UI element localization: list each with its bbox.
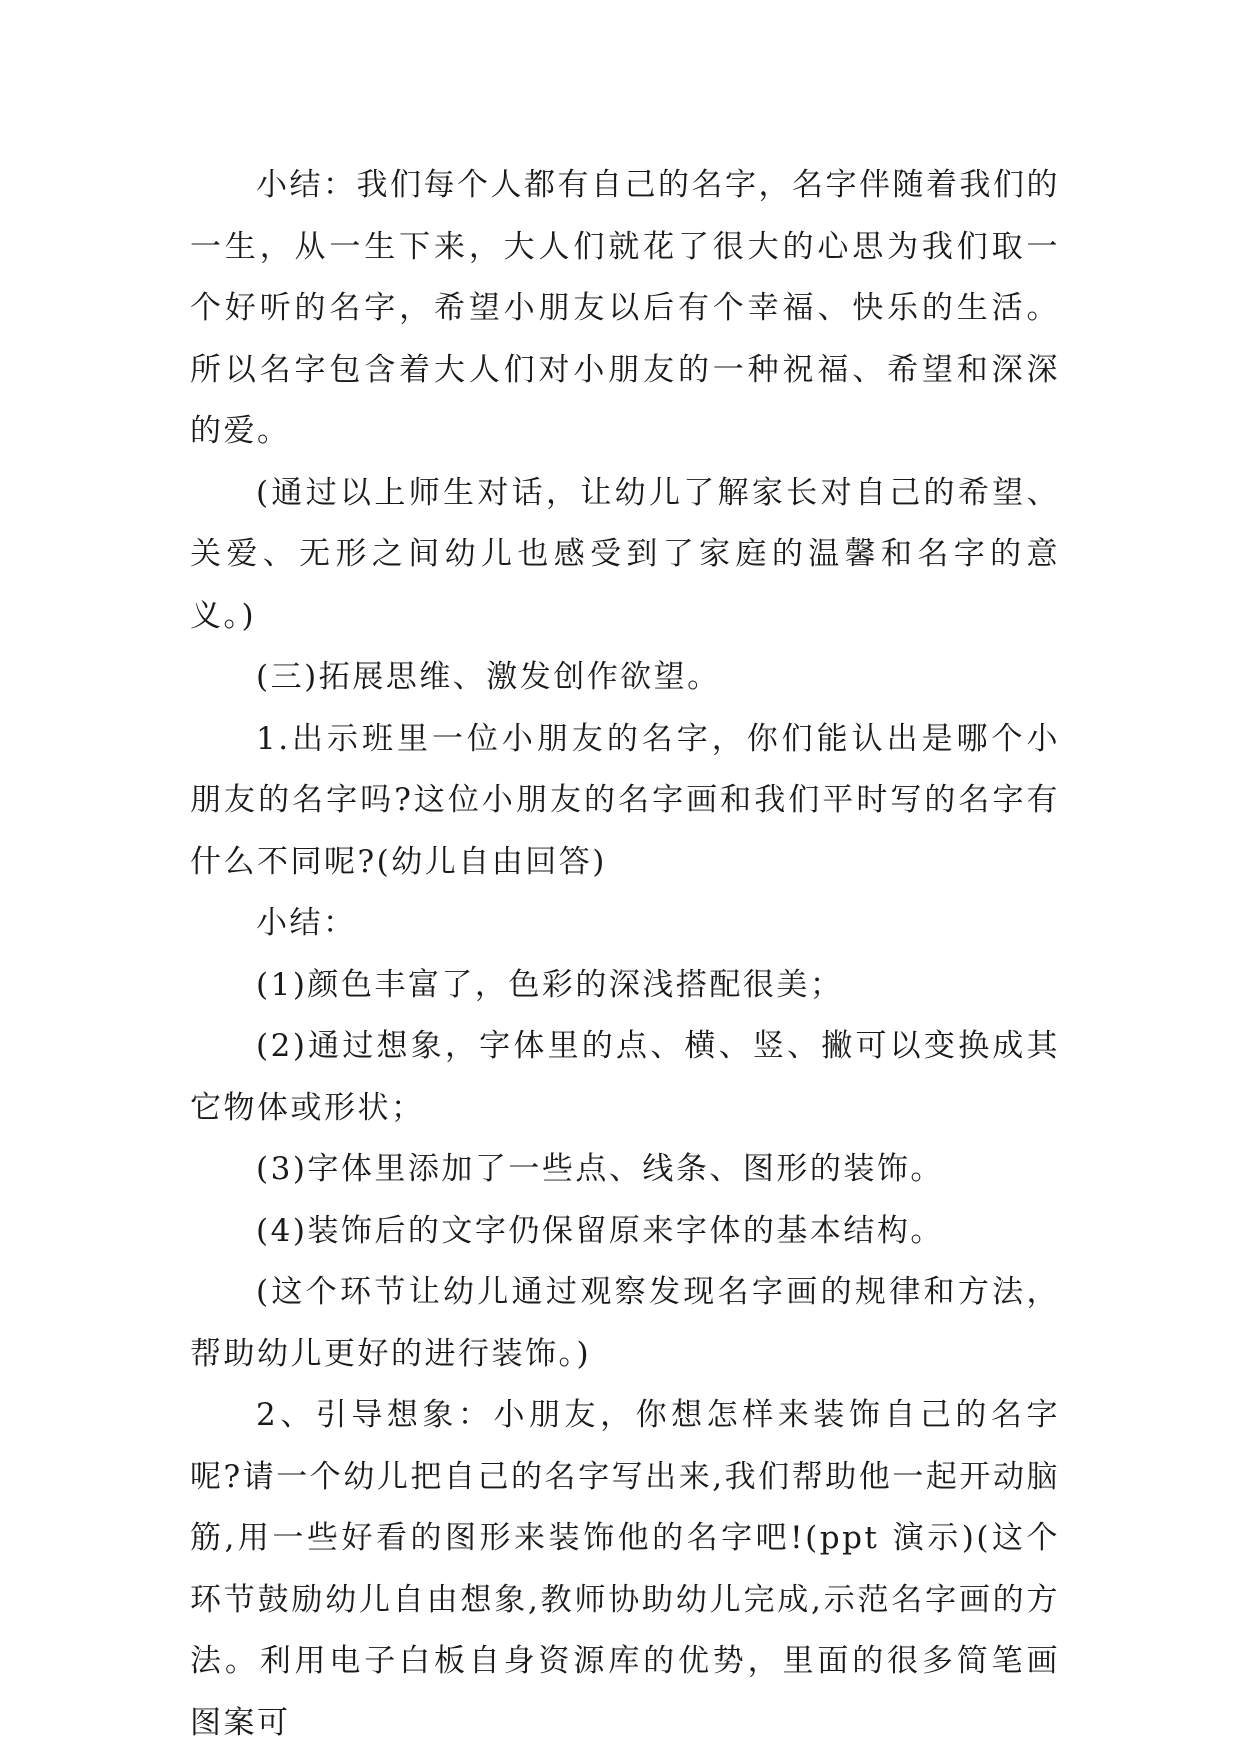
summary-point-3: (3)字体里添加了一些点、线条、图形的装饰。 xyxy=(256,1151,944,1187)
paragraph-observation-note: (这个环节让幼儿通过观察发现名字画的规律和方法，帮助幼儿更好的进行装饰。) xyxy=(190,1274,1060,1372)
summary-point-2: (2)通过想象，字体里的点、横、竖、撇可以变换成其它物体或形状； xyxy=(190,1028,1060,1126)
paragraph-summary-label: 小结： xyxy=(256,905,357,941)
paragraph-step-2: 2、引导想象：小朋友，你想怎样来装饰自己的名字呢?请一个幼儿把自己的名字写出来,我们帮助他一起开动脑筋,用一些好看的图形来装饰他的名字吧!(ppt 演示)(这个环节鼓励幼儿自由想象,教师协助幼儿完成,示范名字画的方法。利用电子白板自身资源库的优势，里面的很多简笔画图案可 xyxy=(190,1397,1060,1741)
document-page xyxy=(190,155,1060,1754)
paragraph-summary: 小结：我们每个人都有自己的名字，名字伴随着我们的一生，从一生下来，大人们就花了很大的心思为我们取一个好听的名字，希望小朋友以后有个幸福、快乐的生活。所以名字包含着大人们对小朋友的一种祝福、希望和深深的爱。 xyxy=(190,167,1060,449)
summary-point-1: (1)颜色丰富了，色彩的深浅搭配很美； xyxy=(256,966,844,1003)
summary-point-4: (4)装饰后的文字仍保留原来字体的基本结构。 xyxy=(256,1212,944,1249)
paragraph-step-1: 1.出示班里一位小朋友的名字，你们能认出是哪个小朋友的名字吗?这位小朋友的名字画和我们平时写的名字有什么不同呢?(幼儿自由回答) xyxy=(190,720,1060,880)
paragraph-dialogue-note: (通过以上师生对话，让幼儿了解家长对自己的希望、关爱、无形之间幼儿也感受到了家庭的温馨和名字的意义。) xyxy=(190,474,1060,634)
section-heading-3: (三)拓展思维、激发创作欲望。 xyxy=(256,659,721,695)
